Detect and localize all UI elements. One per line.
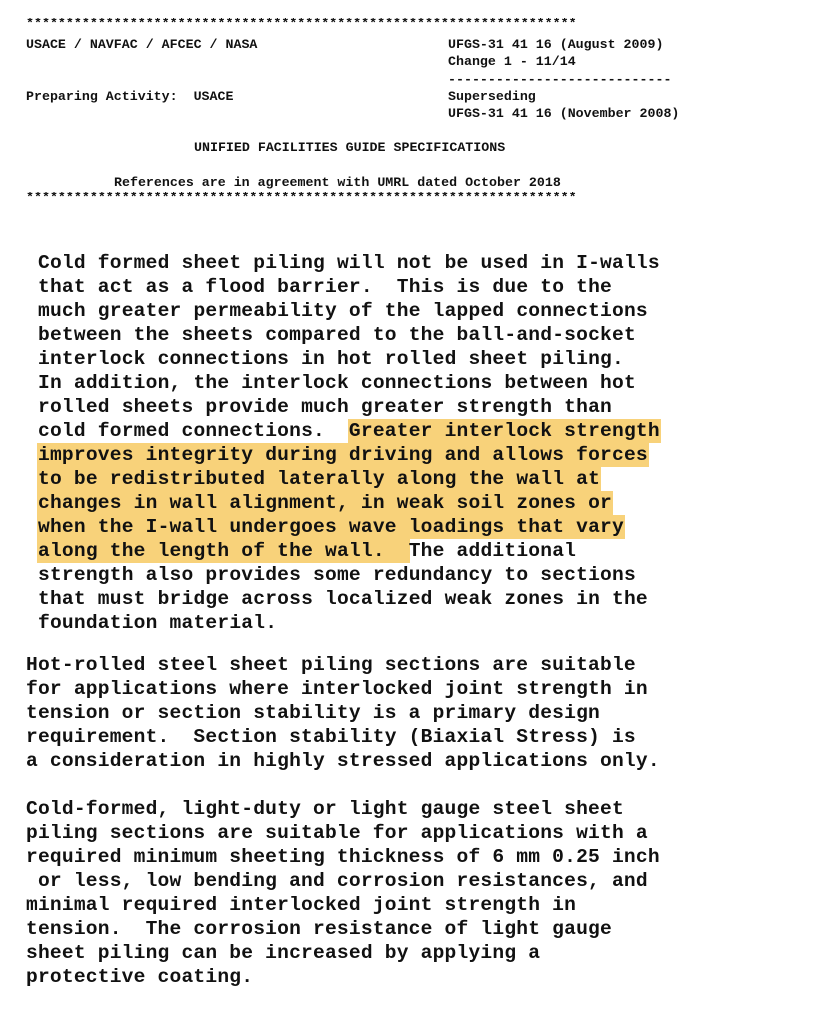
text-line: Hot-rolled steel sheet piling sections are suitable [26, 654, 636, 676]
text-line: tension. The corrosion resistance of light gauge [26, 918, 612, 940]
plain-text: cold formed connections. [38, 420, 349, 442]
paragraph-cold-formed-iwalls [38, 251, 660, 635]
text-line: that act as a flood barrier. This is due to the [38, 276, 612, 298]
text-line: required minimum sheeting thickness of 6 mm 0.25 inch [26, 846, 660, 868]
text-line [38, 539, 660, 563]
document-title: UNIFIED FACILITIES GUIDE SPECIFICATIONS [194, 140, 506, 155]
text-line: much greater permeability of the lapped connections [38, 300, 648, 322]
text-line: protective coating. [26, 966, 254, 988]
text-line: that must bridge across localized weak zones in the [38, 588, 648, 610]
text-line [38, 467, 660, 491]
highlighted-text: to be redistributed laterally along the wall at [38, 468, 601, 490]
text-line [38, 491, 660, 515]
text-line: rolled sheets provide much greater strength than [38, 396, 612, 418]
text-line: Cold formed sheet piling will not be used in I-walls [38, 252, 660, 274]
superseding-label: Superseding [448, 89, 536, 104]
change-note: Change 1 - 11/14 [448, 54, 576, 69]
dash-divider: ---------------------------- [448, 72, 672, 87]
references-note: References are in agreement with UMRL dated October 2018 [114, 175, 561, 190]
text-line: Cold-formed, light-duty or light gauge steel sheet [26, 798, 624, 820]
highlighted-text: Greater interlock strength [348, 420, 660, 442]
text-line: strength also provides some redundancy to sections [38, 564, 636, 586]
text-line: for applications where interlocked joint strength in [26, 678, 648, 700]
stars-divider-top: ********************************************************************* [26, 18, 577, 30]
text-line: tension or section stability is a primary design [26, 702, 600, 724]
spec-id: UFGS-31 41 16 (August 2009) [448, 37, 664, 52]
text-line: piling sections are suitable for applications with a [26, 822, 648, 844]
text-line: interlock connections in hot rolled sheet piling. [38, 348, 624, 370]
superseded-spec: UFGS-31 41 16 (November 2008) [448, 106, 680, 121]
text-line: sheet piling can be increased by applying a [26, 942, 541, 964]
highlighted-text: changes in wall alignment, in weak soil zones or [38, 492, 612, 514]
text-line: minimal required interlocked joint strength in [26, 894, 577, 916]
highlighted-text: improves integrity during driving and allows forces [38, 444, 648, 466]
paragraph-cold-formed-light-gauge [26, 797, 660, 989]
paragraph-hot-rolled [26, 653, 660, 773]
text-line [38, 419, 660, 443]
highlighted-text: when the I-wall undergoes wave loadings that vary [38, 516, 624, 538]
text-line: a consideration in highly stressed applications only. [26, 750, 660, 772]
text-line: between the sheets compared to the ball-and-socket [38, 324, 636, 346]
text-line [38, 443, 660, 467]
text-line: In addition, the interlock connections between hot [38, 372, 636, 394]
plain-text: The additional [408, 540, 577, 562]
text-line: requirement. Section stability (Biaxial Stress) is [26, 726, 636, 748]
stars-divider-bottom: ********************************************************************* [26, 192, 577, 204]
text-line: foundation material. [38, 612, 278, 634]
text-line [38, 515, 660, 539]
highlighted-text: along the length of the wall. [38, 540, 409, 562]
text-line: or less, low bending and corrosion resistances, and [26, 870, 648, 892]
agency-list: USACE / NAVFAC / AFCEC / NASA [26, 37, 258, 52]
preparing-activity: Preparing Activity: USACE [26, 89, 234, 104]
